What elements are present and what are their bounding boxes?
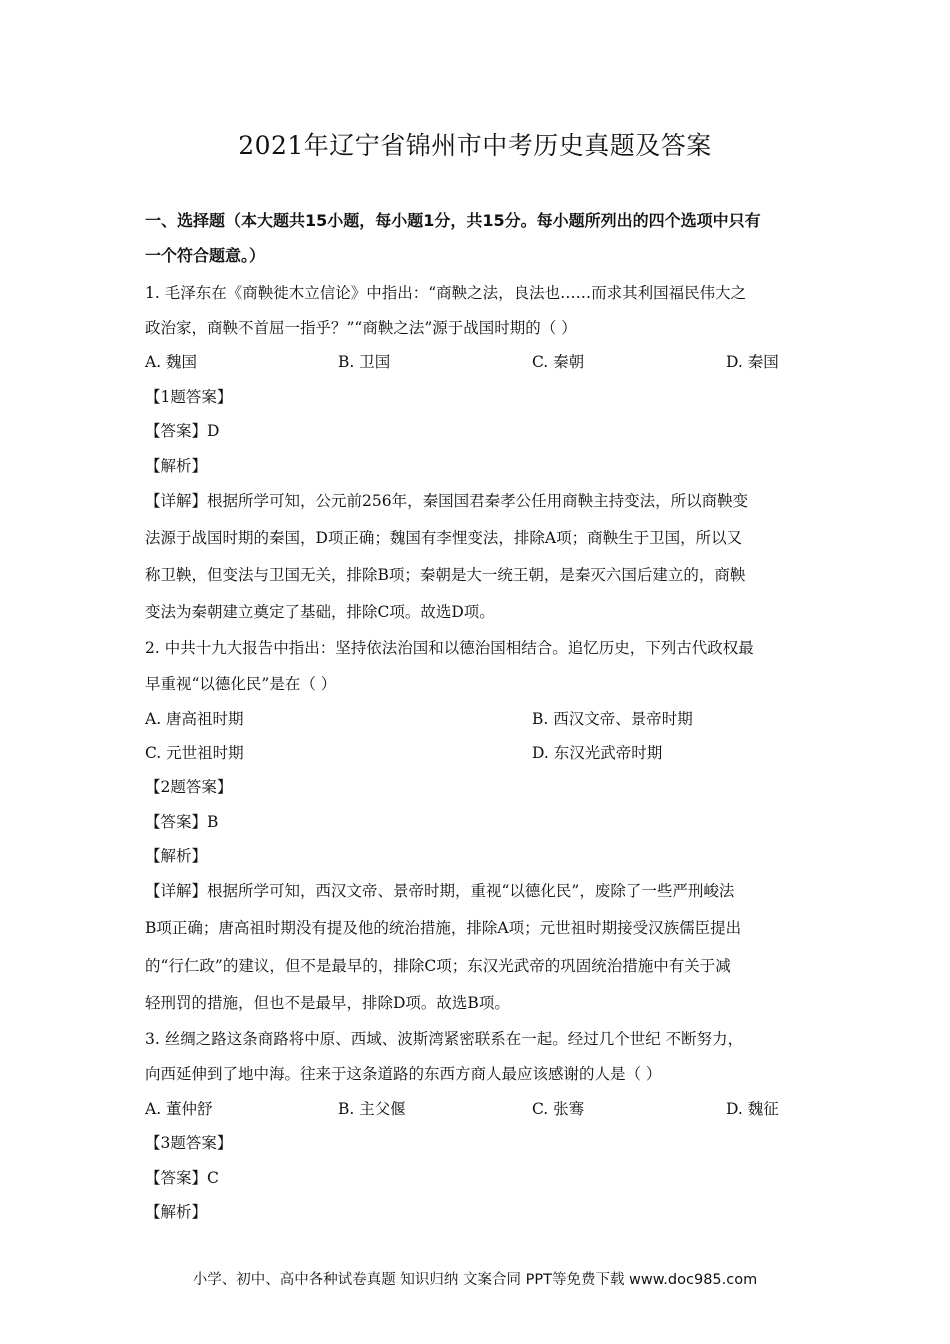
q2-detail-line: 的“行仁政”的建议，但不是最早的，排除C项；东汉光武帝的巩固统治措施中有关于减 (145, 957, 731, 975)
q2-option-d: D. 东汉光武帝时期 (532, 744, 663, 762)
q2-option-c: C. 元世祖时期 (145, 744, 244, 762)
section-heading: 一、选择题（本大题共15小题，每小题1分，共15分。每小题所列出的四个选项中只有 (145, 211, 761, 230)
q1-detail-line: 称卫鞅，但变法与卫国无关，排除B项；秦朝是大一统王朝，是秦灭六国后建立的，商鞅 (145, 566, 746, 584)
q2-answer-heading: 【2题答案】 (145, 778, 233, 796)
q1-option-a: A. 魏国 (145, 353, 198, 371)
q2-answer: 【答案】B (145, 813, 219, 831)
q1-detail-line: 【详解】根据所学可知，公元前256年，秦国国君秦孝公任用商鞅主持变法，所以商鞅变 (145, 492, 749, 510)
q1-detail-line: 变法为秦朝建立奠定了基础，排除C项。故选D项。 (145, 603, 495, 621)
q1-option-c: C. 秦朝 (532, 353, 585, 371)
q3-answer-heading: 【3题答案】 (145, 1134, 233, 1152)
question-2-stem-cont: 早重视“以德化民”是在（ ） (145, 675, 337, 693)
q3-option-a: A. 董仲舒 (145, 1100, 213, 1118)
q1-option-b: B. 卫国 (338, 353, 391, 371)
q3-analysis-label: 【解析】 (145, 1203, 208, 1221)
q3-answer: 【答案】C (145, 1169, 219, 1187)
q1-answer-heading: 【1题答案】 (145, 388, 233, 406)
q2-detail-line: 轻刑罚的措施，但也不是最早，排除D项。故选B项。 (145, 994, 510, 1012)
page-title: 2021年辽宁省锦州市中考历史真题及答案 (238, 131, 712, 160)
q1-analysis-label: 【解析】 (145, 457, 208, 475)
q2-option-b: B. 西汉文帝、景帝时期 (532, 710, 693, 728)
section-heading-cont: 一个符合题意。） (145, 246, 266, 265)
question-1-stem: 1. 毛泽东在《商鞅徙木立信论》中指出：“商鞅之法，良法也……而求其利国福民伟大之 (145, 284, 747, 302)
q1-detail-line: 法源于战国时期的秦国，D项正确；魏国有李悝变法，排除A项；商鞅生于卫国，所以又 (145, 529, 743, 547)
question-2-stem: 2. 中共十九大报告中指出：坚持依法治国和以德治国相结合。追忆历史，下列古代政权最 (145, 639, 754, 657)
q3-option-b: B. 主父偃 (338, 1100, 406, 1118)
q2-option-a: A. 唐高祖时期 (145, 710, 244, 728)
q1-answer: 【答案】D (145, 422, 220, 440)
q3-option-d: D. 魏征 (726, 1100, 779, 1118)
question-3-stem-cont: 向西延伸到了地中海。往来于这条道路的东西方商人最应该感谢的人是（ ） (145, 1065, 662, 1083)
question-3-stem: 3. 丝绸之路这条商路将中原、西域、波斯湾紧密联系在一起。经过几个世纪 不断努力， (145, 1030, 744, 1048)
q2-analysis-label: 【解析】 (145, 847, 208, 865)
q3-option-c: C. 张骞 (532, 1100, 585, 1118)
q2-detail-line: B项正确；唐高祖时期没有提及他的统治措施，排除A项；元世祖时期接受汉族儒臣提出 (145, 919, 742, 937)
q2-detail-line: 【详解】根据所学可知，西汉文帝、景帝时期，重视“以德化民”，废除了一些严刑峻法 (145, 882, 735, 900)
question-1-stem-cont: 政治家，商鞅不首屈一指乎？”“商鞅之法”源于战国时期的（ ） (145, 319, 577, 337)
footer-note: 小学、初中、高中各种试卷真题 知识归纳 文案合同 PPT等免费下载 www.doc985.com (192, 1272, 758, 1288)
q1-option-d: D. 秦国 (726, 353, 779, 371)
